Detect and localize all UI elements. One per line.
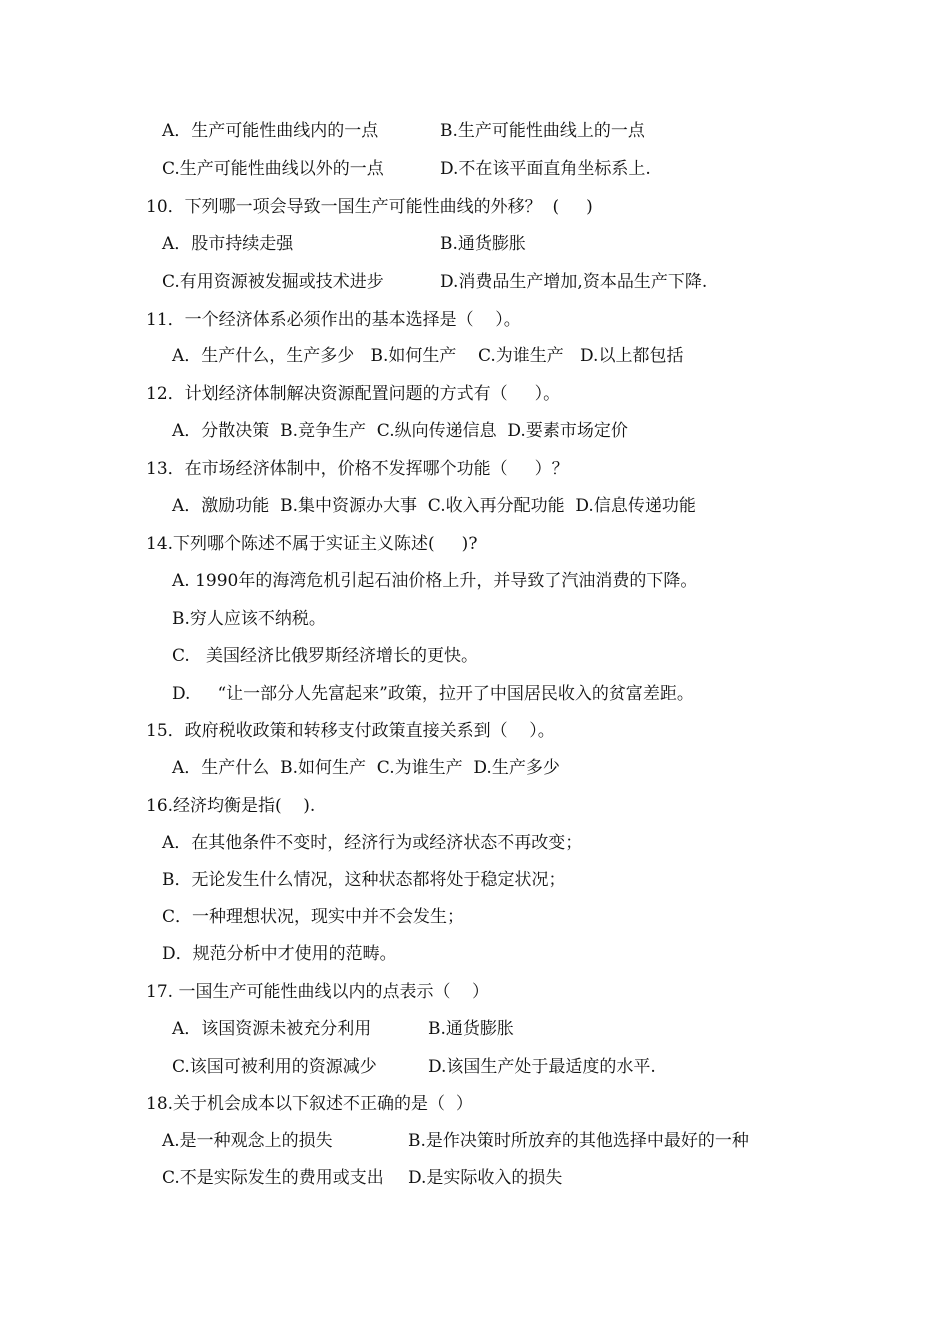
q14-option-d: D. “让一部分人先富起来”政策，拉开了中国居民收入的贫富差距。 [172,684,694,704]
question-17: 17. 一国生产可能性曲线以内的点表示（ ） [146,982,490,1002]
q18-option-d: D.是实际收入的损失 [408,1168,563,1188]
q9-option-a: A．生产可能性曲线内的一点 [162,121,379,141]
q16-option-d: D．规范分析中才使用的范畴。 [162,944,397,964]
q11-options: A．生产什么，生产多少 B.如何生产 C.为谁生产 D.以上都包括 [172,346,684,366]
q9-option-d: D.不在该平面直角坐标系上. [440,159,651,179]
question-18: 18.关于机会成本以下叙述不正确的是（ ） [146,1094,473,1114]
question-12: 12．计划经济体制解决资源配置问题的方式有（ ）。 [146,384,561,404]
q10-option-d: D.消费品生产增加,资本品生产下降. [440,272,708,292]
question-16: 16.经济均衡是指( ). [146,796,316,816]
question-13: 13．在市场经济体制中，价格不发挥哪个功能（ ）？ [146,459,569,479]
q17-option-c: C.该国可被利用的资源减少 [172,1057,377,1077]
q18-option-c: C.不是实际发生的费用或支出 [162,1168,384,1188]
q18-option-a: A.是一种观念上的损失 [162,1131,333,1151]
q14-option-c: C. 美国经济比俄罗斯经济增长的更快。 [172,646,479,666]
q14-option-b: B.穷人应该不纳税。 [172,609,326,629]
q14-option-a: A. 1990年的海湾危机引起石油价格上升，并导致了汽油消费的下降。 [172,571,698,591]
q10-option-b: B.通货膨胀 [440,234,526,254]
q17-option-b: B.通货膨胀 [428,1019,514,1039]
question-10: 10．下列哪一项会导致一国生产可能性曲线的外移？ ( ) [146,197,593,217]
q17-option-a: A．该国资源未被充分利用 [172,1019,372,1039]
q15-options: A．生产什么 B.如何生产 C.为谁生产 D.生产多少 [172,758,560,778]
q18-option-b: B.是作决策时所放弃的其他选择中最好的一种 [408,1131,749,1151]
q16-option-a: A．在其他条件不变时，经济行为或经济状态不再改变； [162,833,583,853]
q16-option-c: C．一种理想状况，现实中并不会发生； [162,907,465,927]
q17-option-d: D.该国生产处于最适度的水平. [428,1057,656,1077]
q16-option-b: B．无论发生什么情况，这种状态都将处于稳定状况； [162,870,566,890]
question-11: 11．一个经济体系必须作出的基本选择是（ ）。 [146,310,521,330]
q10-option-a: A．股市持续走强 [162,234,294,254]
question-15: 15．政府税收政策和转移支付政策直接关系到（ ）。 [146,721,555,741]
q12-options: A．分散决策 B.竞争生产 C.纵向传递信息 D.要素市场定价 [172,421,628,441]
q9-option-c: C.生产可能性曲线以外的一点 [162,159,384,179]
question-14: 14.下列哪个陈述不属于实证主义陈述( )? [146,534,478,554]
q10-option-c: C.有用资源被发掘或技术进步 [162,272,384,292]
q9-option-b: B.生产可能性曲线上的一点 [440,121,645,141]
q13-options: A．激励功能 B.集中资源办大事 C.收入再分配功能 D.信息传递功能 [172,496,696,516]
